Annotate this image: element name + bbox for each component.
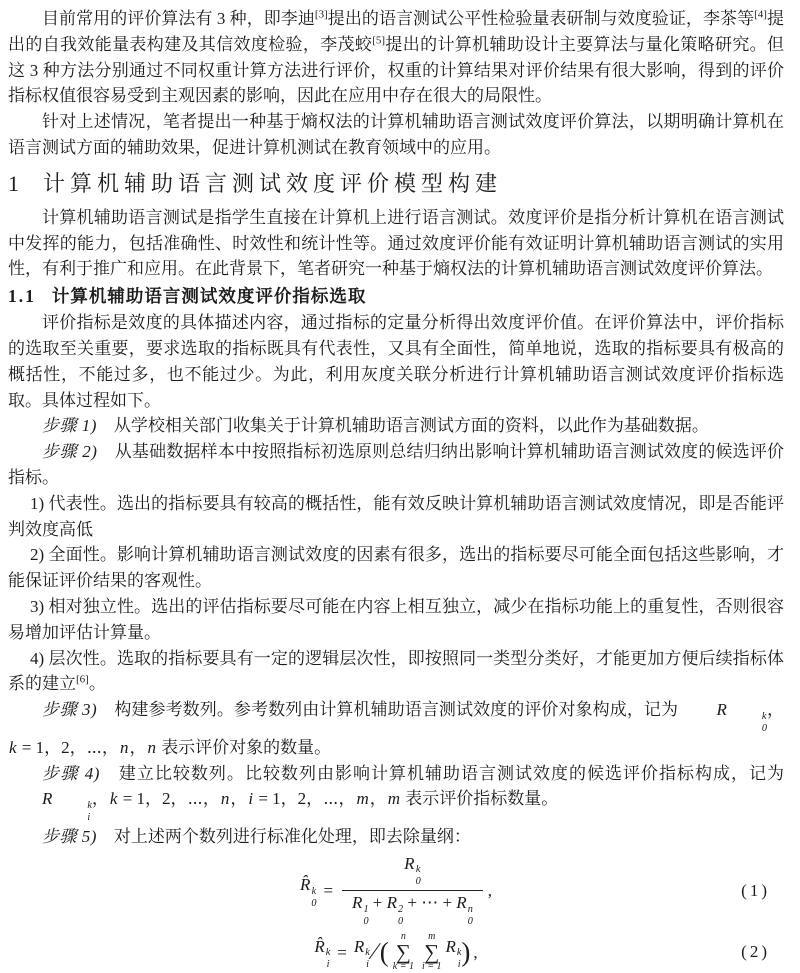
eq2-open-paren: ( — [379, 936, 389, 967]
eq2-comma: , — [473, 942, 478, 962]
equation-1-body — [300, 854, 492, 928]
math-variable: R 1 0 — [352, 893, 369, 927]
eq2-sum-over-k — [393, 932, 414, 973]
eq2-sum1-lower-limit: k = 1 — [392, 961, 414, 973]
criterion-2-comprehensiveness — [8, 542, 784, 594]
math-variable: R k i — [42, 789, 92, 823]
eq1-fraction — [342, 854, 483, 928]
math-symbol: n — [220, 789, 230, 809]
text-run: 4) 层次性。选取的指标要具有一定的逻辑层次性，即按照同一类型分类好，才能更加方便后续指标体系的建立 — [8, 648, 784, 694]
math-variable: R 2 0 — [386, 893, 404, 927]
equation-1 — [8, 854, 784, 928]
eq1-comma: , — [487, 880, 493, 900]
eq1-numerator — [394, 854, 430, 891]
math-symbol: i — [248, 789, 254, 809]
math-variable: R k i — [445, 936, 462, 971]
text-run: 评价指标是效度的具体描述内容，通过指标的定量分析得出效度评价值。在评价算法中，评价指标的选取至关重要，要求选取的指标既具有代表性，又具有全面性，简单地说，选取的指标要具有极高的概括性，不能过多，也不能过少。为此，利用灰度关联分析进行计算机辅助语言测试效度评价指标选取。具体过程如下。 — [8, 313, 784, 410]
math-symbol: m — [387, 789, 401, 809]
eq2-sum2-upper-limit: m — [428, 931, 436, 943]
text-run: 。 — [88, 674, 106, 694]
reference-superscript: [5] — [372, 34, 386, 47]
criterion-3-independence — [8, 594, 784, 646]
eq2-sum2-lower-limit: i = 1 — [421, 961, 442, 973]
criterion-4-hierarchy — [8, 646, 784, 698]
text-run: ， — [369, 789, 387, 809]
eq2-term-variable — [446, 934, 462, 972]
eq2-lhs-variable — [314, 934, 330, 972]
reference-superscript: [3] — [314, 8, 328, 21]
text-run: 提出的计算机辅助设计主要算法与量化策略研究。但这 3 种方法分别通过不同权重计算方法进行评价，权重的计算结果对评价结果有很大影响，得到的评价指标权值很容易受到主观因素的影响，因此在应用中存在很大的局限性。 — [8, 34, 785, 106]
eq2-sum1-upper-limit: n — [400, 931, 406, 943]
math-variable: R k 0 — [404, 853, 421, 888]
step-label: 步骤 2) — [42, 442, 98, 462]
subsection-1-1-number: 1.1 — [8, 286, 36, 307]
step-3-paragraph — [8, 697, 784, 760]
text-run: 表示评价对象的数量。 — [156, 737, 332, 757]
step-label: 步骤 4) — [42, 763, 100, 783]
text-run: 计算机辅助语言测试是指学生直接在计算机上进行语言测试。效度评价是指分析计算机在语言测试中发挥的能力，包括准确性、时效性和统计性等。通过效度评价能有效证明计算机辅助语言测试的实用性，有利于推广和应用。在此背景下，笔者研究一种基于熵权法的计算机辅助语言测试效度评价算法。 — [8, 207, 784, 279]
math-variable: R̂ k 0 — [299, 875, 317, 909]
text-run: = 1，2，⋯， — [17, 737, 119, 757]
math-symbol: n — [147, 737, 156, 757]
math-symbol: k — [9, 737, 17, 757]
text-run: + — [368, 893, 387, 913]
text-run: 提出的语言测试公平性检验量表研制与效度验证，李茶等 — [327, 9, 755, 28]
eq2-sum-over-i — [422, 932, 442, 973]
section-1-title: 计算机辅助语言测试效度评价模型构建 — [43, 170, 503, 196]
sigma-icon: ∑ — [424, 939, 440, 964]
equation-1-number: (1) — [741, 880, 770, 900]
math-symbol: k — [109, 789, 118, 809]
section-1-number: 1 — [8, 170, 19, 196]
text-run: 对上述两个数列进行标准化处理，即去除量纲： — [96, 826, 471, 846]
equation-2 — [8, 932, 784, 973]
eq2-operand-variable — [354, 934, 370, 972]
text-run: + ⋯ + — [403, 893, 457, 913]
math-variable: R k i — [353, 936, 370, 971]
math-variable: R n 0 — [456, 893, 473, 927]
text-run: = 1，2，⋯， — [254, 789, 356, 809]
text-run: ， — [91, 789, 109, 809]
math-symbol: n — [119, 737, 129, 757]
paragraph-research-motivation — [8, 109, 784, 161]
step-label: 步骤 3) — [42, 700, 98, 720]
reference-superscript: [4] — [754, 8, 767, 21]
subsection-1-1-heading — [8, 283, 784, 309]
text-run: ， — [766, 700, 785, 720]
text-run: 建立比较数列。比较数列由影响计算机辅助语言测试效度的候选评价指标构成，记为 — [99, 763, 784, 783]
eq1-denominator — [342, 890, 483, 928]
eq1-lhs-variable — [300, 872, 316, 910]
step-5-paragraph — [8, 824, 784, 850]
sigma-icon: ∑ — [395, 939, 411, 964]
text-run: 针对上述情况，笔者提出一种基于熵权法的计算机辅助语言测试效度评价算法，以期明确计算机在语言测试方面的辅助效果，促进计算机测试在教育领域中的应用。 — [8, 112, 784, 157]
math-symbol: m — [356, 789, 369, 809]
text-run: 目前常用的评价算法有 3 种，即李迪 — [42, 9, 315, 28]
text-run: ， — [230, 789, 248, 809]
step-2-paragraph — [8, 439, 784, 491]
text-run: 从学校相关部门收集关于计算机辅助语言测试方面的资料，以此作为基础数据。 — [96, 416, 709, 436]
criterion-1-representativeness — [8, 491, 784, 543]
eq1-equals-sign: = — [323, 880, 334, 900]
step-4-paragraph — [8, 761, 784, 824]
text-run: 3) 相对独立性。选出的评估指标要尽可能在内容上相互独立，减少在指标功能上的重复性，否则很容易增加评估计算量。 — [8, 596, 784, 642]
math-variable: R̂ k i — [314, 936, 331, 971]
section-1-heading — [8, 169, 784, 199]
text-run: 1) 代表性。选出的指标要具有较高的概括性，能有效反映计算机辅助语言测试效度情况，即是否能评判效度高低 — [8, 493, 784, 539]
text-run: 提出的自我效能量表构建及其信效度检验，李茂蛟 — [8, 9, 785, 54]
paragraph-model-overview — [8, 205, 784, 282]
paragraph-indicator-selection — [8, 310, 784, 413]
subsection-1-1-title: 计算机辅助语言测试效度评价指标选取 — [51, 286, 367, 307]
eq2-division-slash: ∕ — [372, 938, 377, 965]
equation-2-number: (2) — [741, 942, 770, 962]
text-run: 表示评价指标数量。 — [401, 789, 559, 809]
eq2-equals-sign: = — [337, 942, 347, 962]
step-1-paragraph — [8, 413, 784, 439]
text-run: 从基础数据样本中按照指标初选原则总结归纳出影响计算机辅助语言测试效度的候选评价指标。 — [8, 442, 784, 487]
step-label: 步骤 1) — [42, 416, 97, 436]
reference-superscript: [6] — [76, 673, 89, 686]
text-run: ， — [129, 737, 147, 757]
text-run: 构建参考数列。参考数列由计算机辅助语言测试效度的评价对象构成，记为 — [97, 700, 683, 720]
text-run: = 1，2，⋯， — [118, 789, 220, 809]
equation-2-body — [314, 932, 477, 973]
math-variable: R k 0 — [716, 700, 767, 734]
eq2-close-paren: ) — [461, 936, 471, 967]
step-label: 步骤 5) — [42, 826, 97, 846]
paragraph-related-work — [8, 6, 784, 109]
text-run: 2) 全面性。影响计算机辅助语言测试效度的因素有很多，选出的指标要尽可能全面包括这些影响，才能保证评价结果的客观性。 — [8, 545, 784, 591]
